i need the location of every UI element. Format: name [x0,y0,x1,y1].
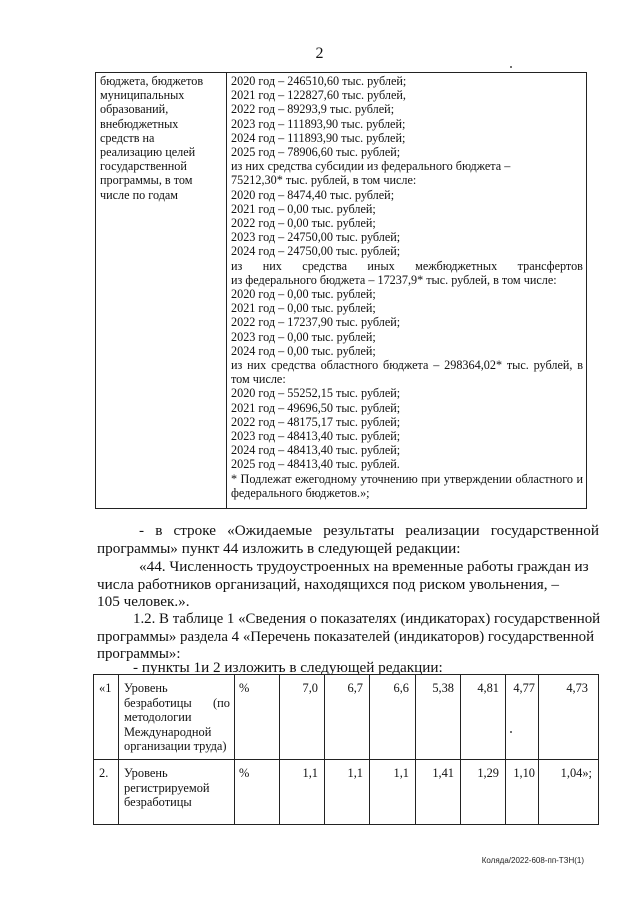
word: иных [367,258,395,273]
indicator-value: 6,7 [325,675,370,760]
word: «Ожидаемые [227,522,313,539]
financing-line: 2023 год – 24750,00 тыс. рублей; [231,230,401,245]
indicator-name-line: безработицы [124,795,192,809]
indicator-value: 7,0 [280,675,325,760]
paragraph-line: программы» пункт 44 изложить в следующей редакции: [97,539,461,557]
indicator-name-line: регистрируемой [124,780,210,795]
indicator-value: 4,81 [461,675,506,760]
scan-speck [510,66,512,68]
financing-line: 2024 год – 111893,90 тыс. рублей; [231,130,406,145]
indicator-value: 1,10 [506,760,539,825]
word: результаты [323,522,395,539]
paragraph-line: 1.2. В таблице 1 «Сведения о показателях (индикаторах) государственной [133,611,601,627]
indicator-name-line: Уровень [124,681,168,695]
financing-line: 2024 год – 24750,00 тыс. рублей; [231,244,401,259]
financing-line: 2021 год – 0,00 тыс. рублей; [231,301,376,316]
indicator-number: «1 [94,675,119,760]
indicator-value: 1,04»; [539,760,599,825]
indicator-value: 4,77 [506,675,539,760]
financing-label-cell [96,73,227,509]
financing-label-line: реализацию целей [100,145,196,160]
financing-line: 2022 год – 89293,9 тыс. рублей; [231,102,395,117]
financing-line: из федерального бюджета – 17237,9* тыс. рублей, в том числе: [231,272,557,287]
financing-line: 2024 год – 48413,40 тыс. рублей; [231,443,401,458]
financing-line: 2021 год – 0,00 тыс. рублей; [231,201,376,216]
financing-label-line: образований, [100,102,169,117]
document-code: Коляда/2022-608-пп-ТЗН(1) [481,856,584,865]
word: реализации [405,522,480,539]
financing-label-line: государственной [100,159,187,174]
word: в [155,522,163,539]
table-row [94,760,599,825]
indicator-name-line: организации труда) [124,739,227,753]
indicator-unit: % [235,760,280,825]
financing-line: 2020 год – 55252,15 тыс. рублей; [231,386,401,401]
amendment-paragraph-1 [97,522,599,557]
paragraph-line: программы»: [97,646,181,663]
financing-line: 2023 год – 48413,40 тыс. рублей; [231,429,401,444]
paragraph-line [97,522,599,540]
financing-label-line: программы, в том [100,173,193,188]
indicator-value: 1,41 [416,760,461,825]
indicator-value: 1,29 [461,760,506,825]
financing-label-line: внебюджетных [100,116,179,131]
word: строке [173,522,216,539]
indicator-name [119,675,235,760]
table-row [94,675,599,760]
indicator-value: 5,38 [416,675,461,760]
financing-line: 2022 год – 0,00 тыс. рублей; [231,216,376,231]
financing-label-line: средств на [100,130,155,145]
word: них [262,258,282,273]
financing-table [95,72,587,509]
indicator-name-line: Уровень [124,766,168,780]
indicator-name [119,760,235,825]
paragraph-line: - пункты 1и 2 изложить в следующей редакции: [133,659,443,676]
word: межбюджетных [415,258,498,273]
word: - [139,522,145,539]
indicator-name-line: безработицы (по [124,695,230,710]
paragraph-line: «44. Численность трудоустроенных на временные работы граждан из [139,558,589,575]
indicator-name-line: методологии [124,710,192,724]
financing-line: 2023 год – 0,00 тыс. рублей; [231,329,376,344]
indicator-value: 4,73 [539,675,599,760]
financing-line: 2020 год – 0,00 тыс. рублей; [231,287,376,302]
financing-line: 2021 год – 122827,60 тыс. рублей, [231,88,406,103]
amendment-paragraph-2 [97,558,599,611]
financing-line: 2022 год – 17237,90 тыс. рублей; [231,315,401,330]
financing-line: 2021 год – 49696,50 тыс. рублей; [231,400,401,415]
word: из [231,258,243,273]
financing-line: 2025 год – 78906,60 тыс. рублей; [231,145,401,160]
word: трансфертов [517,258,583,273]
financing-regional-line: из них средства областного бюджета – 298364,02* тыс. рублей, в том числе: [231,358,583,387]
paragraph-line: числа работников организаций, находящихся под риском увольнения, – [97,575,559,593]
financing-line: 2022 год – 48175,17 тыс. рублей; [231,414,401,429]
indicator-unit: % [235,675,280,760]
indicator-value: 6,6 [370,675,416,760]
word: государственной [490,522,599,539]
financing-label-line: бюджета, бюджетов [100,74,204,88]
financing-line: 2025 год – 48413,40 тыс. рублей. [231,457,400,472]
financing-line: 2024 год – 0,00 тыс. рублей; [231,343,376,358]
financing-line: 2020 год – 246510,60 тыс. рублей; [231,74,407,88]
indicator-name-line: Международной [124,724,212,739]
financing-values-cell [227,73,587,509]
financing-line: 2023 год – 111893,90 тыс. рублей; [231,116,406,131]
indicator-value: 1,1 [325,760,370,825]
financing-label-line: муниципальных [100,88,185,103]
page-number: 2 [315,45,324,62]
financing-footnote: * Подлежат ежегодному уточнению при утверждении областного и федерального бюджетов.»; [231,471,583,500]
word: средства [302,258,347,273]
indicator-number: 2. [94,760,119,825]
paragraph-line: 105 человек.». [97,593,190,611]
indicator-value: 1,1 [280,760,325,825]
indicator-value: 1,1 [370,760,416,825]
indicators-table [93,674,599,825]
amendment-paragraph-3 [97,611,599,664]
paragraph-line: программы» раздела 4 «Перечень показателей (индикаторов) государственной [97,628,595,645]
financing-line: 2020 год – 8474,40 тыс. рублей; [231,187,395,202]
financing-line: 75212,30* тыс. рублей, в том числе: [231,173,417,188]
financing-line: из них средства субсидии из федерального бюджета – [231,159,511,174]
financing-transfer-line [231,259,583,273]
financing-label-line: числе по годам [100,187,179,202]
